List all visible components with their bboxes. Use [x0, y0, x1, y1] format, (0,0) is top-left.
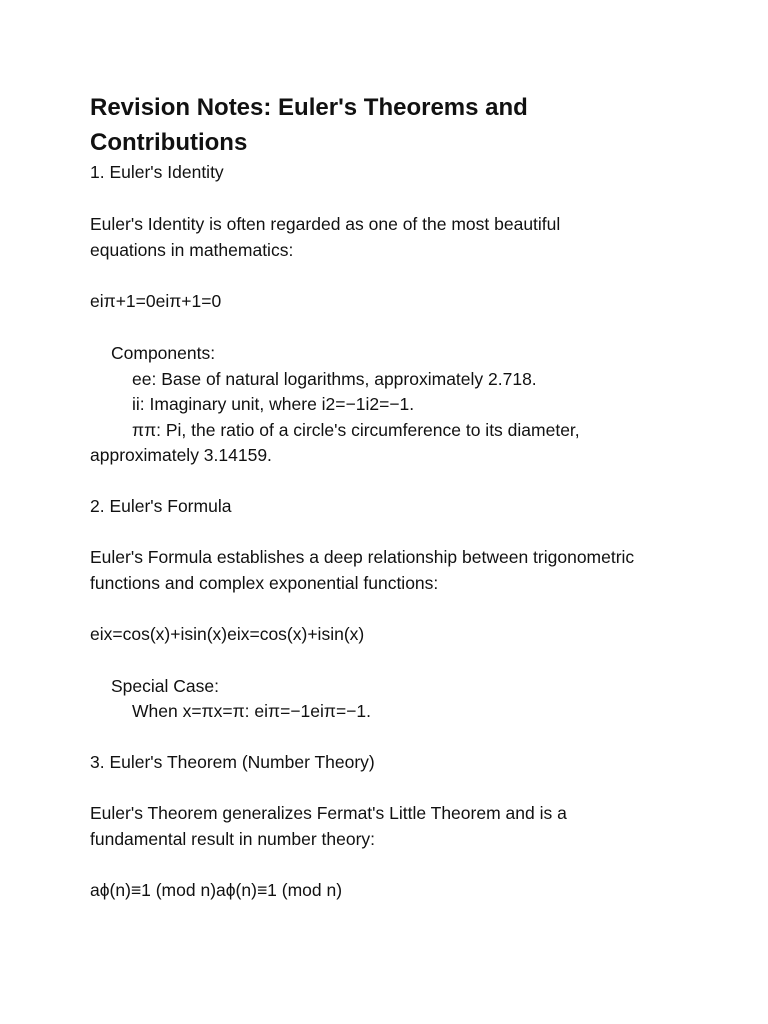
component-pi-line-2: approximately 3.14159.	[90, 445, 272, 465]
title-line-2: Contributions	[90, 129, 248, 156]
title-line-1: Revision Notes: Euler's Theorems and	[90, 94, 528, 121]
section-2-intro-line-2: functions and complex exponential functions:	[90, 573, 439, 593]
components-label: Components:	[111, 343, 216, 363]
section-1-intro-line-1: Euler's Identity is often regarded as one of the most beautiful	[90, 214, 561, 234]
section-2-intro-line-1: Euler's Formula establishes a deep relationship between trigonometric	[90, 547, 635, 567]
component-e: ee: Base of natural logarithms, approximately 2.718.	[132, 369, 537, 389]
special-case-text: When x=πx=π: eiπ=−1eiπ=−1.	[132, 701, 371, 721]
section-1-intro-line-2: equations in mathematics:	[90, 240, 294, 260]
section-3-heading: 3. Euler's Theorem (Number Theory)	[90, 752, 375, 772]
section-1-heading: 1. Euler's Identity	[90, 162, 224, 182]
section-2-heading: 2. Euler's Formula	[90, 496, 232, 516]
section-3-intro-line-1: Euler's Theorem generalizes Fermat's Little Theorem and is a	[90, 803, 567, 823]
special-case-label: Special Case:	[111, 676, 219, 696]
euler-identity-equation: eiπ+1=0eiπ+1=0	[90, 291, 222, 311]
document-title	[90, 90, 710, 160]
component-pi-line-1: ππ: Pi, the ratio of a circle's circumference to its diameter,	[132, 420, 580, 440]
euler-theorem-equation: aϕ(n)≡1 (mod n)aϕ(n)≡1 (mod n)	[90, 880, 343, 900]
component-i: ii: Imaginary unit, where i2=−1i2=−1.	[132, 394, 415, 414]
section-3-intro-line-2: fundamental result in number theory:	[90, 829, 376, 849]
euler-formula-equation: eix=cos(x)+isin(x)eix=cos(x)+isin(x)	[90, 624, 365, 644]
